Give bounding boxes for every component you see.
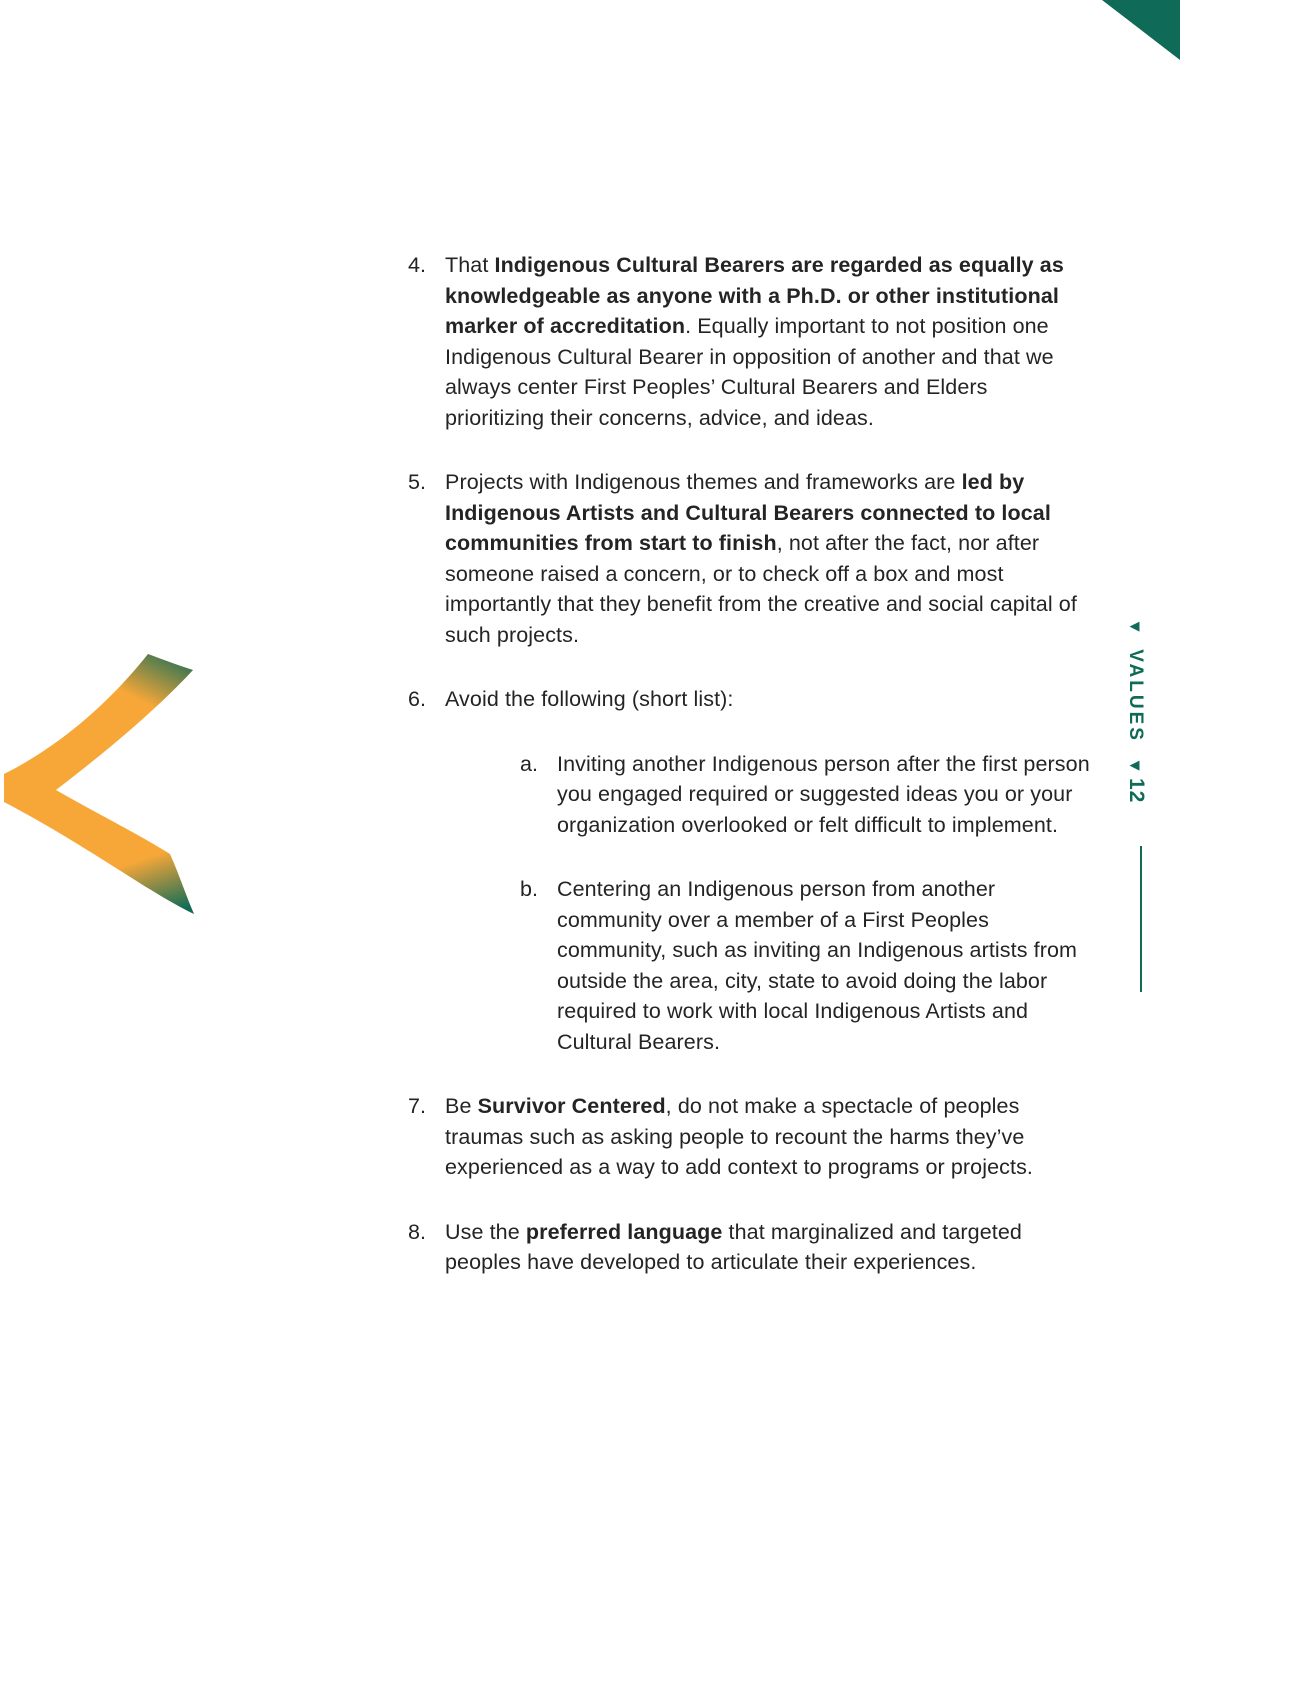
list-item-marker: b. bbox=[520, 877, 539, 901]
list-item-marker: 5. bbox=[408, 470, 427, 494]
list-item bbox=[408, 250, 1090, 433]
list-item-text: Inviting another Indigenous person after the first person you engaged required or suggested ideas you or your organization overlooked or felt difficult to implement. bbox=[557, 751, 1090, 837]
list-item-text: Avoid the following (short list): bbox=[445, 687, 734, 711]
sub-list-item bbox=[520, 874, 1090, 1057]
triangle-icon: ◀ bbox=[1128, 758, 1143, 774]
page-number: 12 bbox=[1125, 778, 1148, 804]
list-item bbox=[408, 467, 1090, 650]
triangle-icon: ◀ bbox=[1128, 619, 1143, 634]
list-item bbox=[408, 684, 1090, 715]
numbered-list bbox=[408, 250, 1090, 1278]
list-item-text: Be Survivor Centered, do not make a spectacle of peoples traumas such as asking people to recount the harms they’ve experienced as a way to add context to programs or projects. bbox=[445, 1094, 1034, 1179]
list-item bbox=[408, 1217, 1090, 1278]
corner-triangle-icon bbox=[1102, 0, 1180, 60]
list-item-text: Projects with Indigenous themes and frameworks are led by Indigenous Artists and Cultural Bearers connected to local communities from start to finish, not after the fact, nor after someone raised a concern, or to check off a box and most importantly that they benefit from the creative and social capital of such projects. bbox=[445, 470, 1077, 647]
list-item-marker: 6. bbox=[408, 687, 427, 711]
sidebar-rule bbox=[1140, 846, 1142, 992]
list-item bbox=[408, 1091, 1090, 1183]
sidebar-values-label bbox=[1124, 612, 1146, 780]
list-item-marker: 7. bbox=[408, 1094, 427, 1118]
list-item-text: Use the preferred language that marginalized and targeted peoples have developed to articulate their experiences. bbox=[445, 1219, 1022, 1274]
list-item-marker: 4. bbox=[408, 253, 427, 277]
list-item-text: Centering an Indigenous person from another community over a member of a First Peoples community, such as inviting an Indigenous artists from outside the area, city, state to avoid doing the labor required to work with local Indigenous Artists and Cultural Bearers. bbox=[557, 877, 1078, 1054]
logo-mark-icon bbox=[0, 652, 198, 918]
list-item-text: That Indigenous Cultural Bearers are regarded as equally as knowledgeable as anyone with a Ph.D. or other institutional marker of accreditation. Equally important to not position one Indigenous Cultural Bearer in opposition of another and that we always center First Peoples’ Cultural Bearers and Elders prioritizing their concerns, advice, and ideas. bbox=[445, 253, 1064, 430]
list-item-marker: 8. bbox=[408, 1219, 427, 1244]
list-item-marker: a. bbox=[520, 751, 539, 776]
sub-list-item bbox=[520, 749, 1090, 841]
values-label-text: VALUES bbox=[1125, 649, 1146, 743]
